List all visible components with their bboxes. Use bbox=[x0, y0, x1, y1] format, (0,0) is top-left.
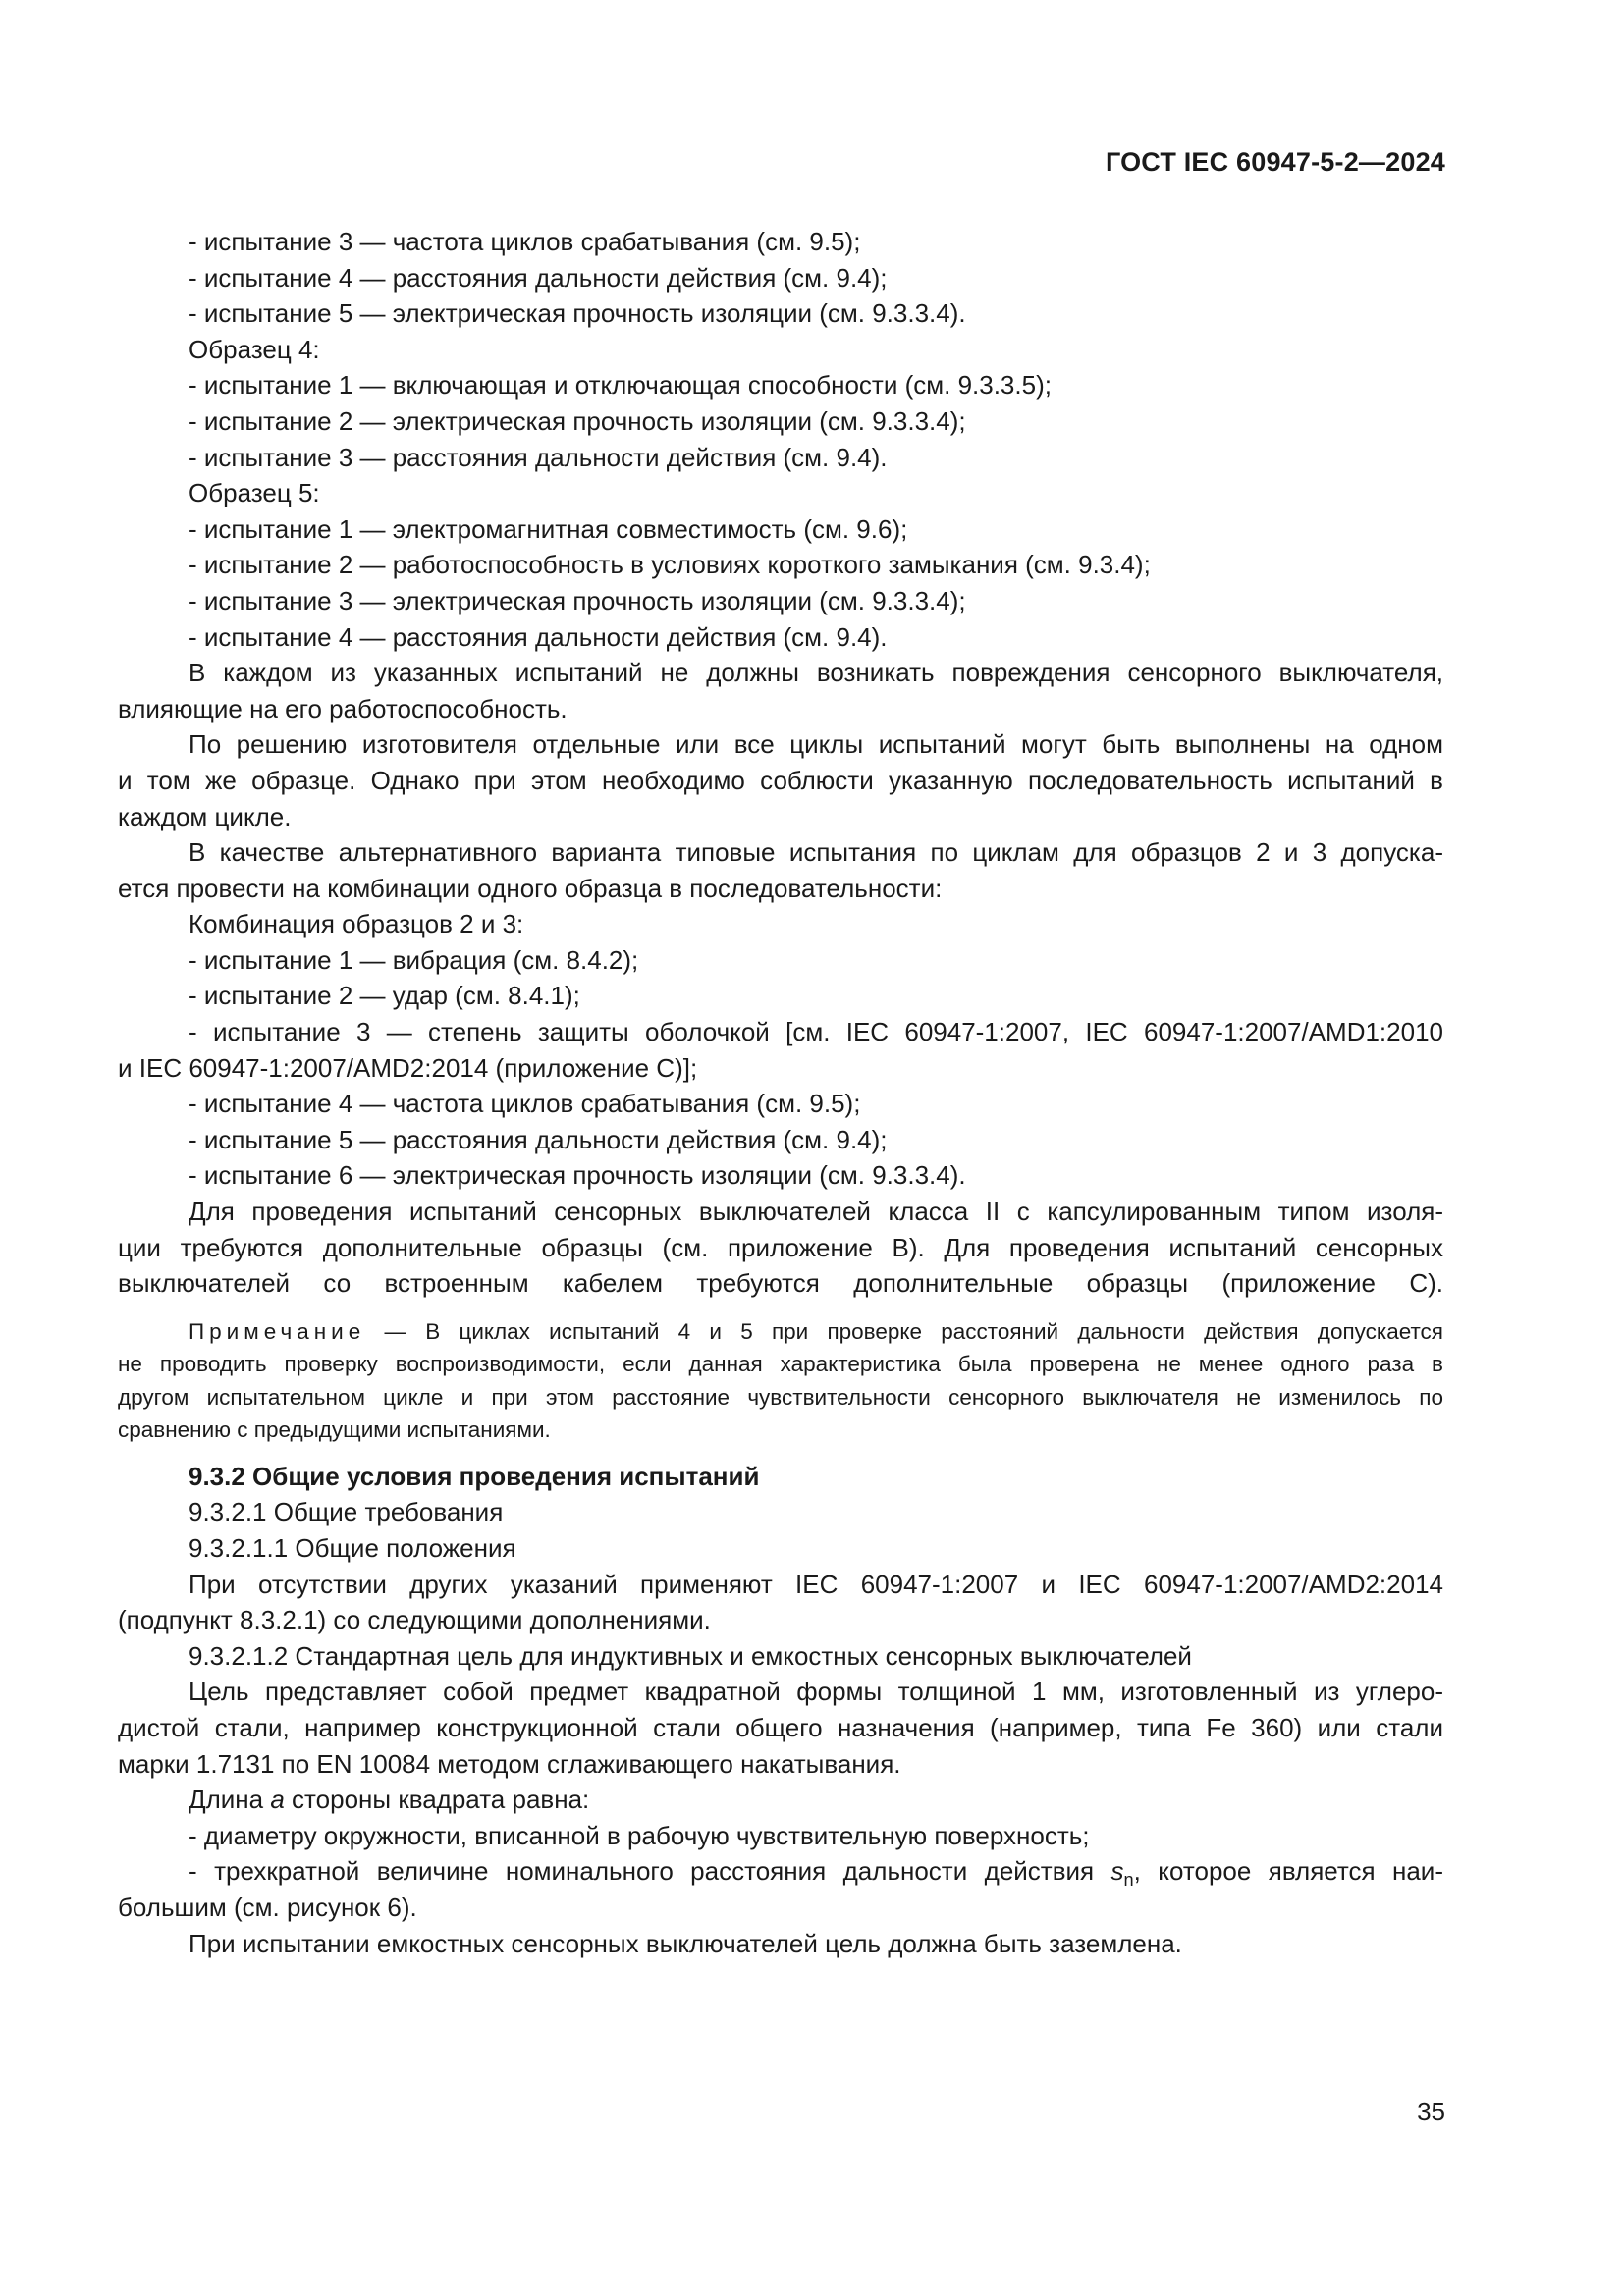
paragraph-line: большим (см. рисунок 6). bbox=[118, 1892, 417, 1922]
paragraph-line: дистой стали, например конструкционной стали общего назначения (например, типа Fe 360) или стали bbox=[118, 1712, 1443, 1742]
paragraph-line: По решению изготовителя отдельные или все циклы испытаний могут быть выполнены на одном bbox=[189, 729, 1443, 760]
paragraph-line: ции требуются дополнительные образцы (см. приложение B). Для проведения испытаний сенсорных bbox=[118, 1232, 1443, 1262]
document-body bbox=[118, 224, 1443, 1961]
list-item: - испытание 3 — электрическая прочность изоляции (см. 9.3.3.4); bbox=[189, 585, 966, 615]
list-item bbox=[118, 1853, 1443, 1890]
subsection-heading: 9.3.2.1.1 Общие положения bbox=[189, 1533, 516, 1563]
variable-a: a bbox=[270, 1785, 285, 1815]
paragraph-line: В каждом из указанных испытаний не должны возникать повреждения сенсорного выключателя, bbox=[189, 658, 1443, 688]
list-item: - испытание 4 — частота циклов срабатывания (см. 9.5); bbox=[189, 1089, 861, 1119]
list-item: - испытание 3 — частота циклов срабатывания (см. 9.5); bbox=[189, 227, 861, 256]
note-line: не проводить проверку воспроизводимости, если данная характеристика была проверена не менее одного раза в bbox=[118, 1352, 1443, 1377]
subscript-n: n bbox=[1123, 1870, 1134, 1891]
paragraph-line: марки 1.7131 по EN 10084 методом сглаживающего накатывания. bbox=[118, 1748, 901, 1779]
paragraph-line bbox=[118, 1782, 1443, 1818]
paragraph-line: При испытании емкостных сенсорных выключателей цель должна быть заземлена. bbox=[189, 1928, 1182, 1958]
subsection-heading: 9.3.2.1 Общие требования bbox=[189, 1497, 504, 1527]
page-number: 35 bbox=[1417, 2097, 1445, 2126]
note-block bbox=[118, 1315, 1443, 1447]
list-item: - испытание 5 — электрическая прочность изоляции (см. 9.3.3.4). bbox=[189, 298, 966, 329]
sample-label: Комбинация образцов 2 и 3: bbox=[189, 909, 524, 939]
paragraph-line: и том же образце. Однако при этом необходимо соблюсти указанную последовательность испытаний в bbox=[118, 765, 1443, 795]
document-header: ГОСТ IEC 60947-5-2—2024 bbox=[1105, 147, 1445, 177]
list-item: - испытание 1 — электромагнитная совместимость (см. 9.6); bbox=[189, 513, 908, 544]
subsection-heading: 9.3.2.1.2 Стандартная цель для индуктивных и емкостных сенсорных выключателей bbox=[189, 1640, 1192, 1671]
text-run: Длина bbox=[189, 1785, 271, 1815]
list-item: - испытание 1 — включающая и отключающая способности (см. 9.3.3.5); bbox=[189, 370, 1052, 400]
list-item: - испытание 1 — вибрация (см. 8.4.2); bbox=[189, 944, 639, 975]
paragraph-line: Цель представляет собой предмет квадратной формы толщиной 1 мм, изготовленный из углеро- bbox=[189, 1677, 1443, 1707]
list-item: - испытание 4 — расстояния дальности действия (см. 9.4); bbox=[189, 262, 888, 293]
paragraph-line: В качестве альтернативного варианта типовые испытания по циклам для образцов 2 и 3 допуска- bbox=[189, 837, 1443, 868]
list-item: - испытание 3 — степень защиты оболочкой [см. IEC 60947-1:2007, IEC 60947-1:2007/AMD1:2010 bbox=[189, 1017, 1443, 1047]
variable-s: s bbox=[1110, 1856, 1124, 1887]
note-line bbox=[118, 1315, 1443, 1349]
sample-label: Образец 5: bbox=[189, 478, 320, 508]
section-heading: 9.3.2 Общие условия проведения испытаний bbox=[189, 1461, 760, 1491]
list-item: - испытание 4 — расстояния дальности действия (см. 9.4). bbox=[189, 621, 888, 652]
list-item: и IEC 60947-1:2007/AMD2:2014 (приложение C)]; bbox=[118, 1052, 698, 1083]
paragraph-line: (подпункт 8.3.2.1) со следующими дополнениями. bbox=[118, 1605, 711, 1635]
list-item: - испытание 5 — расстояния дальности действия (см. 9.4); bbox=[189, 1124, 888, 1154]
note-text: — В циклах испытаний 4 и 5 при проверке расстояний дальности действия допускается bbox=[365, 1318, 1443, 1344]
note-label: Примечание bbox=[189, 1318, 366, 1344]
list-item: - испытание 2 — работоспособность в условиях короткого замыкания (см. 9.3.4); bbox=[189, 550, 1151, 580]
paragraph-line: При отсутствии других указаний применяют IEC 60947-1:2007 и IEC 60947-1:2007/AMD2:2014 bbox=[189, 1569, 1443, 1599]
text-run: , которое является наи- bbox=[1133, 1856, 1443, 1887]
text-run: стороны квадрата равна: bbox=[284, 1785, 590, 1815]
list-item: - испытание 3 — расстояния дальности действия (см. 9.4). bbox=[189, 442, 888, 472]
note-line: другом испытательном цикле и при этом расстояние чувствительности сенсорного выключателя не изменилось по bbox=[118, 1384, 1443, 1410]
list-item: - испытание 2 — электрическая прочность изоляции (см. 9.3.3.4); bbox=[189, 405, 966, 436]
paragraph-line: влияющие на его работоспособность. bbox=[118, 693, 568, 723]
paragraph-line: ется провести на комбинации одного образца в последовательности: bbox=[118, 873, 943, 903]
list-item: - испытание 2 — удар (см. 8.4.1); bbox=[189, 981, 580, 1011]
paragraph-line: выключателей со встроенным кабелем требуются дополнительные образцы (приложение C). bbox=[118, 1268, 1443, 1299]
note-line: сравнению с предыдущими испытаниями. bbox=[118, 1417, 551, 1443]
list-item: - испытание 6 — электрическая прочность изоляции (см. 9.3.3.4). bbox=[189, 1160, 966, 1191]
list-item: - диаметру окружности, вписанной в рабочую чувствительную поверхность; bbox=[189, 1820, 1090, 1850]
text-run: - трехкратной величине номинального расстояния дальности действия bbox=[189, 1856, 1111, 1887]
paragraph-line: каждом цикле. bbox=[118, 801, 292, 831]
paragraph-line: Для проведения испытаний сенсорных выключателей класса II с капсулированным типом изоля- bbox=[189, 1197, 1443, 1227]
sample-label: Образец 4: bbox=[189, 334, 320, 364]
